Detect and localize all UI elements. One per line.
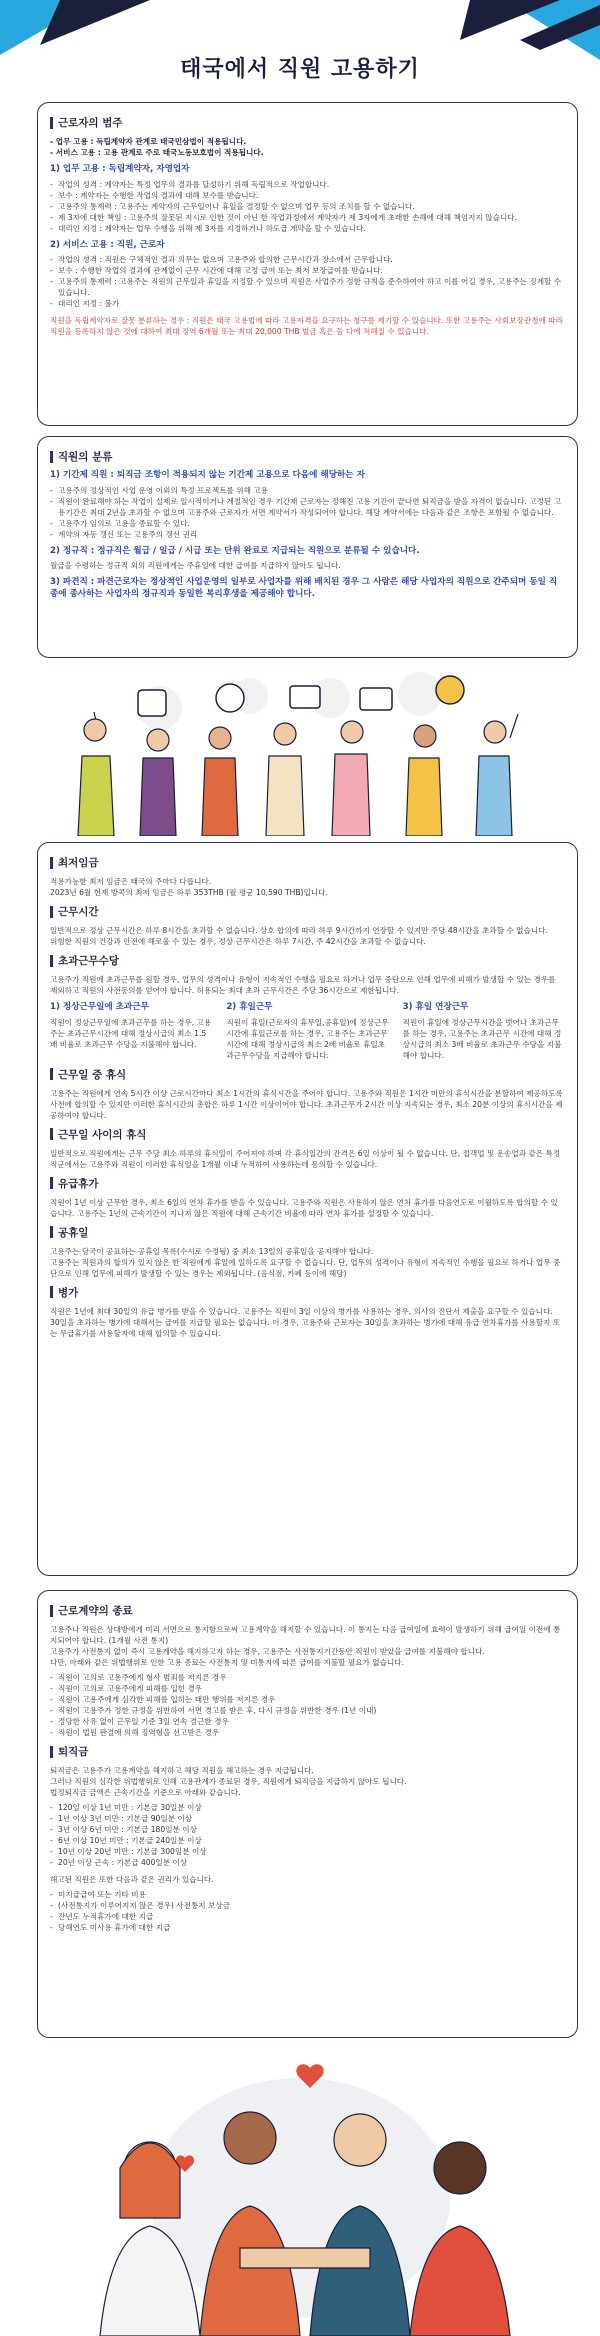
- column-text: 직원이 휴일에 정상근무시간을 벗어나 초과근무를 하는 경우, 고용주는 초과근무 시간에 대해 정상시급의 최소 3배 비율로 초과근무 수당을 지불해야 합니다.: [402, 1017, 562, 1060]
- list-item: - 10년 이상 20년 미만 : 기본급 300일분 이상: [50, 1846, 565, 1857]
- list-item: - 직원이 고의로 고용주에게 피해를 입힌 경우: [50, 1683, 565, 1694]
- heading-bar: [50, 955, 53, 967]
- overtime-columns: [50, 1002, 565, 1061]
- list-item: - 대리인 지정 : 불가: [50, 298, 565, 309]
- list-item: - 고용주의 정상적인 사업 운영 이외의 특정 프로젝트를 위해 고용: [50, 485, 565, 496]
- list-item: - 계약의 자동 갱신 또는 고용주의 갱신 권리: [50, 529, 565, 540]
- sick-leave-heading: 병가: [58, 1286, 79, 1299]
- service-employment-list: [50, 254, 565, 309]
- overtime-column: [50, 1002, 212, 1061]
- minimum-wage-heading: 최저임금: [58, 857, 99, 869]
- heading-bar: [50, 1286, 53, 1298]
- termination-text: 고용주나 직원은 상대방에게 미리 서면으로 통지함으로써 고용계약을 해지할 수 있습니다. 이 통지는 다음 급여일에 효력이 발생하기 위해 급여일 이전에 통지되어야 합니다. (1개월 사전 통지) 고용주가 사전통지 없이 즉시 고용계약을 해지하고자 하는 경우, 고용주는 사전통지기간동안 직원이 받았을 급여를 지불해야 합니다. 다만, 아래와 같은 위법행위로 인한 고용 종료는 사전통지 및 미통지에 따른 급여를 지불할 필요가 없습니다.: [50, 1625, 561, 1667]
- subheading-service-employment: 2) 서비스 고용 : 직원, 근로자: [50, 239, 165, 250]
- fixed-term-list: [50, 485, 565, 540]
- heading-bar: [50, 1226, 53, 1238]
- paid-leave-heading: 유급휴가: [58, 1177, 99, 1190]
- overtime-heading: 초과근무수당: [58, 955, 119, 967]
- misconduct-list: [50, 1672, 565, 1738]
- heading-bar: [50, 1177, 53, 1189]
- list-item: - 당해연도 미사용 휴가에 대한 지급: [50, 1922, 565, 1933]
- termination-card: [37, 1590, 578, 2038]
- heading-bar: [50, 1068, 53, 1080]
- list-item: - 작업의 성격 : 직원은 구체적인 결과 의무는 없으며 고용주와 합의한 근무시간과 장소에서 근무합니다.: [50, 254, 565, 265]
- intro-line-2: - 서비스 고용 : 고용 관계로 주로 태국노동보호법이 적용됩니다.: [50, 148, 264, 157]
- card-heading: 직원의 분류: [58, 451, 113, 463]
- list-item: - 120일 이상 1년 미만 : 기본급 30일분 이상: [50, 1802, 565, 1813]
- overtime-text: 고용주가 직원에 초과근무를 원할 경우, 업무의 성격이나 유형이 지속적인 수행을 필요로 하거나 업무 중단으로 인해 업무에 피해가 발생할 수 있는 경우를 제외하고 직원의 사전동의를 얻어야 합니다. 허용되는 최대 초과 근무시간은 주당 36시간으로 제한됩니다.: [50, 975, 556, 995]
- column-heading: 3) 휴일 연장근무: [402, 1002, 469, 1012]
- hands-together-illustration: [40, 2048, 560, 2336]
- minimum-wage-text: 적용가능한 최저 임금은 태국의 주마다 다릅니다. 2023년 6월 현재 방콕의 최저 임금은 하루 353THB (월 평균 10,590 THB)입니다.: [50, 877, 328, 897]
- rest-days-heading: 근무일 사이의 휴식: [58, 1128, 147, 1141]
- list-item: - 20년 이상 근속 : 기본급 400일분 이상: [50, 1857, 565, 1868]
- public-holidays-heading: 공휴일: [58, 1226, 89, 1239]
- list-item: - 직원이 고의로 고용주에게 형사 범죄를 저지른 경우: [50, 1672, 565, 1683]
- list-item: - 3년 이상 6년 미만 : 기본급 180일분 이상: [50, 1824, 565, 1835]
- column-heading: 2) 휴일근무: [226, 1002, 273, 1012]
- list-item: - 고용주가 임의로 고용을 종료할 수 있다.: [50, 518, 565, 529]
- rest-days-text: 일반적으로 직원에게는 근무 주당 최소 하루의 휴식일이 주어져야 하며 각 휴식일간의 간격은 6일 이상이 될 수 없습니다. 단, 접객업 및 운송업과 같은 특정 직군에서는 고용주와 직원이 이러한 휴식일을 1개월 이내 누적하여 사용하는데 동의할 수 있습니다.: [50, 1148, 561, 1169]
- list-item: - 6년 이상 10년 미만 : 기본급 240일분 이상: [50, 1835, 565, 1846]
- list-item: - 정당한 사유 없이 근무일 기준 3일 연속 결근한 경우: [50, 1716, 565, 1727]
- employee-classification-card: [37, 436, 578, 658]
- paid-leave-text: 직원이 1년 이상 근무한 경우, 최소 6일의 연차 휴가를 받을 수 있습니다. 고용주와 직원은 사용하지 않은 연차 휴가를 다음연도로 이월하도록 합의할 수 있습니다. 고용주는 1년의 근속기간이 지나지 않은 직원에 대해 근속기간 비율에 따라 연차 휴가를 설정할 수 있습니다.: [50, 1197, 558, 1218]
- working-hours-text: 일반적으로 정상 근무시간은 하루 8시간을 초과할 수 없습니다. 상호 합의에 따라 하루 9시간까지 연장할 수 있지만 주당 48시간을 초과할 수 없습니다. 위험한 직원의 건강과 안전에 해로울 수 있는 경우, 정상 근무시간은 하루 7시간, 주 42시간을 초과할 수 없습니다.: [50, 926, 548, 946]
- termination-heading: 근로계약의 종료: [58, 1605, 133, 1617]
- list-item: - 대리인 지정 : 계약자는 업무 수행을 위해 제 3자를 지정하거나 하도급 계약을 할 수 있습니다.: [50, 223, 565, 234]
- severance-heading: 퇴직금: [58, 1746, 89, 1758]
- team-illustration: [40, 668, 560, 836]
- misclassification-warning: 직원을 독립계약자로 잘못 분류하는 경우 : 직원은 태국 고용법에 따라 고용자격을 요구하는 청구를 제기할 수 있습니다. 또한 고용주는 사회보장관청에 따라 직원을 등록하지 않은 것에 대하여 최대 징역 6개월 또는 최대 20,000 THB 벌금 혹은 둘 다에 처해질 수 있습니다.: [50, 316, 563, 337]
- subheading-fixed-term: 1) 기간제 직원 : 퇴직금 조항이 적용되지 않는 기간제 고용으로 다음에 해당하는 자: [50, 470, 365, 480]
- work-employment-list: [50, 179, 565, 234]
- heading-bar: [50, 857, 53, 869]
- column-text: 직원이 정상근무일에 초과근무를 하는 경우, 고용주는 초과근무시간에 대해 정상시급의 최소 1.5배 비율로 초과근무 수당을 지불해야 합니다.: [50, 1017, 212, 1049]
- worker-categories-card: [37, 102, 578, 426]
- list-item: - 보수 : 계약자는 수행한 작업의 결과에 대해 보수를 받습니다.: [50, 190, 565, 201]
- working-hours-heading: 근무시간: [58, 906, 99, 918]
- list-item: - 제 3자에 대한 책임 : 고용주의 잘못된 지시로 인한 것이 아닌 한 작업과정에서 계약자가 제 3자에게 초래한 손해에 대해 책임지지 않습니다.: [50, 212, 565, 223]
- severance-text: 퇴직금은 고용주가 고용계약을 해지하고 해당 직원을 해고하는 경우 지급됩니다. 그러나 직원의 심각한 위법행위로 인해 고용관계가 종료된 경우, 직원에게 퇴직금을 지급하지 않아도 됩니다. 법정퇴직금 금액은 근속기간을 기준으로 아래와 같습니다.: [50, 1766, 407, 1797]
- heading-bar: [50, 1746, 53, 1758]
- list-item: - 고용주의 통제력 : 고용주는 직원의 근무일과 휴일을 지정할 수 있으며 직원은 사업주가 정한 규칙을 준수하여야 하고 이를 어길 경우, 고용주는 징계할 수 있습니다.: [50, 276, 565, 298]
- breaks-text: 고용주는 직원에게 연속 5시간 이상 근로시간마다 최소 1시간의 휴식시간을 주어야 합니다. 고용주와 직원은 1시간 미만의 휴식시간을 분할하여 제공하도록 사전에 합의할 수 있지만 이러한 휴식시간의 총합은 하루 1시간 이상이어야 합니다. 초과근무가 2시간 이상 지속되는 경우, 최소 20분 이상의 휴식시간을 제공하여야 합니다.: [50, 1088, 563, 1120]
- column-text: 직원이 휴일(근로자의 휴무일,공휴일)에 정상근무시간에 휴일근로를 하는 경우, 고용주는 초과근무시간에 대해 정상시급의 최소 2배 비율로 휴일초과근무수당을 지급해야 합니다.: [226, 1017, 389, 1060]
- heading-bar: [50, 117, 53, 129]
- heading-bar: [50, 451, 53, 463]
- list-item: - (사전통지가 이루어지지 않은 경우) 사전통지 보상금: [50, 1900, 565, 1911]
- list-item: - 보수 : 수행한 작업의 결과에 관계없이 근무 시간에 대해 고정 급여 또는 최저 보장급여를 받습니다.: [50, 265, 565, 276]
- public-holidays-text: 고용주는 당국이 공표하는 공휴일 목록(수시로 수정됨) 중 최소 13일의 공휴일을 공지해야 합니다. 고용주는 직원과의 합의가 있지 않은 한 직원에게 휴일에 일하도록 요구할 수 없습니다. 단, 업무의 성격이나 유형이 지속적인 수행을 필요로 하거나 업무 중단으로 인해 업무에 피해가 발생할 수 있는 경우는 제외됩니다. (음식점, 카페 등이에 해당): [50, 1246, 561, 1278]
- intro-line-1: - 업무 고용 : 독립계약자 관계로 태국민삼법이 적용됩니다.: [50, 137, 247, 146]
- heading-bar: [50, 1128, 53, 1140]
- breaks-heading: 근무일 중 휴식: [58, 1068, 127, 1081]
- subheading-dispatched: 3) 파견직 : 파견근로자는 정상적인 사업운영의 일부로 사업자를 위해 배치된 경우 그 사람은 해당 사업자의 직원으로 간주되며 동일 직종에 종사하는 사업자의 정규직과 동일한 복리후생을 제공해야 합니다.: [50, 577, 558, 599]
- extra-rights-list: [50, 1889, 565, 1933]
- page-title: 태국에서 직원 고용하기: [180, 57, 420, 82]
- overtime-column: [226, 1002, 388, 1061]
- extra-rights-text: 해고된 직원은 또한 다음과 같은 권리가 있습니다.: [50, 1875, 214, 1884]
- heading-bar: [50, 1605, 53, 1617]
- card-heading: 근로자의 범주: [58, 117, 123, 129]
- list-item: - 작업의 성격 : 계약자는 특정 업무의 결과를 달성하기 위해 독립적으로 작업합니다.: [50, 179, 565, 190]
- column-heading: 1) 정상근무일에 초과근무: [50, 1002, 149, 1012]
- list-item: - 직원이 법원 판결에 의해 징역형을 선고받은 경우: [50, 1727, 565, 1738]
- list-item: - 직원이 완료해야 하는 작업이 실제로 일시적이거나 계절적인 경우 기간제 근로자는 정해진 고용 기간이 끝나면 퇴직금을 받을 자격이 없습니다. 고정된 고용기간은 최대 2년을 초과할 수 없으며 고용주와 근로자가 서면 계약서가 작성되어야 합니다. 해당 계약서에는 다음과 같은 조항은 포함될 수 없습니다.: [50, 496, 565, 518]
- regular-text: 월급을 수령하는 정규직 외의 직원에게는 주휴일에 대한 급여를 지급하지 않아도 됩니다.: [50, 561, 341, 571]
- list-item: - 직원이 고용주에게 심각한 피해를 입히는 태만 행위를 저지른 경우: [50, 1694, 565, 1705]
- sick-leave-text: 직원은 1년에 최대 30일의 유급 병가를 받을 수 있습니다. 고용주는 직원이 3일 이상의 병가를 사용하는 경우, 의사의 진단서 제출을 요구할 수 있습니다. 30일을 초과하는 병가에 대해서는 급여를 지급할 필요는 없습니다. 이 경우, 고용주와 근로자는 30일을 초과하는 병가에 대해 유급 연차휴가를 사용할지 또는 무급휴가를 사용할지에 대해 합의할 수 있습니다.: [50, 1306, 561, 1338]
- heading-bar: [50, 906, 53, 918]
- subheading-work-employment: 1) 업무 고용 : 독립계약자, 자영업자: [50, 164, 190, 174]
- subheading-regular: 2) 정규직 : 정규직은 월급 / 일급 / 시급 또는 단위 완료로 지급되는 직원으로 분류될 수 있습니다.: [50, 545, 420, 556]
- list-item: - 1년 이상 3년 미만 : 기본급 90일분 이상: [50, 1813, 565, 1824]
- list-item: - 고용주의 통제력 : 고용주는 계약자의 근무일이나 휴일을 결정할 수 없으며 업무 등의 조치를 할 수 없습니다.: [50, 201, 565, 212]
- list-item: - 잔년도 누적휴가에 대한 지급: [50, 1911, 565, 1922]
- list-item: - 미지급급여 또는 기타 비용: [50, 1889, 565, 1900]
- list-item: - 직원이 고용주가 정한 규정을 위반하여 서면 경고를 받은 후, 다시 규정을 위반한 경우 (1년 이내): [50, 1705, 565, 1716]
- severance-list: [50, 1802, 565, 1868]
- overtime-column: [403, 1002, 565, 1061]
- working-conditions-card: [37, 842, 578, 1576]
